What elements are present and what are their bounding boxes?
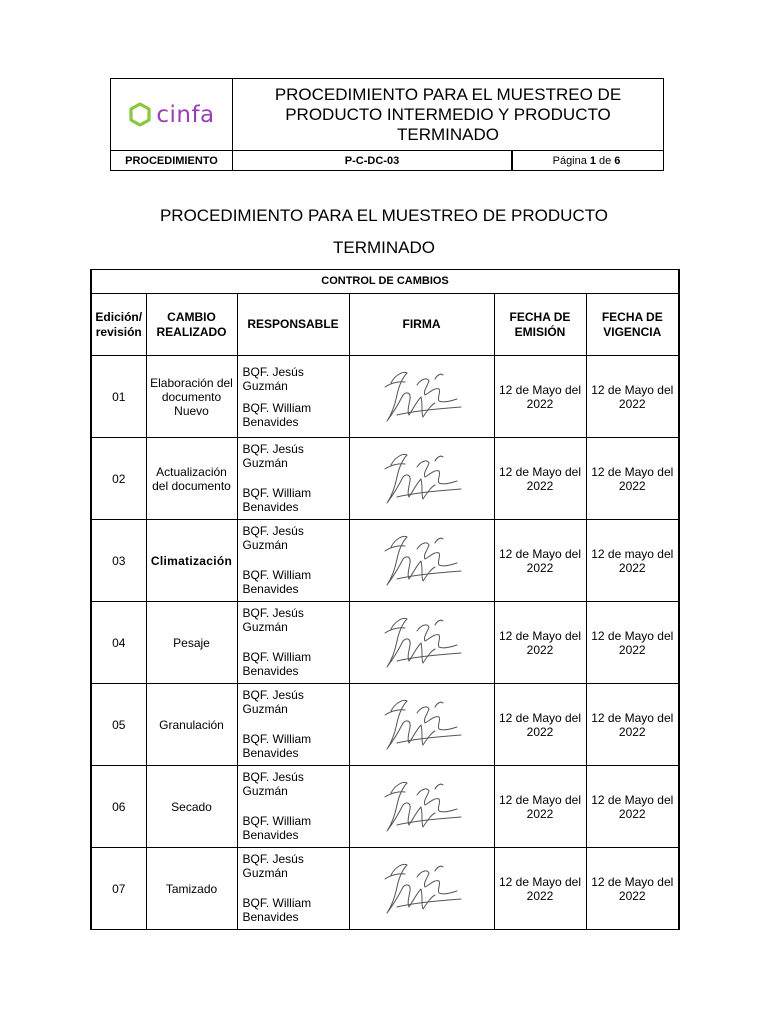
valid-date-cell: 12 de Mayo del 2022: [586, 848, 679, 930]
responsible-2: BQF. William Benavides: [242, 650, 312, 678]
signature-image: [377, 857, 467, 921]
edition-cell: 02: [91, 438, 146, 520]
responsible-cell: [237, 602, 349, 684]
signature-cell: [349, 766, 494, 848]
issue-date-cell: 12 de Mayo del 2022: [494, 602, 586, 684]
responsible-cell: [237, 684, 349, 766]
signature-image: [377, 529, 467, 593]
responsible-2: BQF. William Benavides: [242, 568, 312, 596]
responsible-1: BQF. Jesús Guzmán: [242, 606, 304, 634]
responsible-1: BQF. Jesús Guzmán: [242, 364, 304, 393]
signature-cell: [349, 356, 494, 438]
edition-cell: 04: [91, 602, 146, 684]
page-title-line2: TERMINADO: [333, 238, 435, 257]
table-caption: CONTROL DE CAMBIOS: [91, 270, 679, 294]
change-cell: Tamizado: [146, 848, 237, 930]
responsible-1: BQF. Jesús Guzmán: [242, 524, 304, 552]
responsible-2: BQF. William Benavides: [242, 400, 312, 429]
signature-cell: [349, 684, 494, 766]
page-of: de: [599, 154, 612, 167]
responsible-2: BQF. William Benavides: [242, 486, 312, 514]
responsible-1: BQF. Jesús Guzmán: [242, 852, 304, 880]
table-row: [91, 356, 679, 438]
change-cell: Secado: [146, 766, 237, 848]
signature-cell: [349, 848, 494, 930]
issue-date-cell: 12 de Mayo del 2022: [494, 438, 586, 520]
edition-cell: 03: [91, 520, 146, 602]
page-indicator: [513, 151, 663, 170]
company-logo: [111, 79, 233, 150]
issue-date-cell: 12 de Mayo del 2022: [494, 520, 586, 602]
change-cell: Actualización del documento: [146, 438, 237, 520]
responsible-cell: [237, 356, 349, 438]
table-row: [91, 766, 679, 848]
responsible-cell: [237, 848, 349, 930]
page-title-line1: PROCEDIMIENTO PARA EL MUESTREO DE PRODUCTO: [159, 206, 609, 225]
signature-image: [377, 365, 467, 429]
responsible-2: BQF. William Benavides: [242, 896, 312, 924]
edition-cell: 06: [91, 766, 146, 848]
signature-image: [377, 775, 467, 839]
change-cell: Climatización: [146, 520, 237, 602]
responsible-2: BQF. William Benavides: [242, 732, 312, 760]
col-header-firma: FIRMA: [349, 294, 494, 356]
col-header-emision: FECHA DE EMISIÓN: [494, 294, 586, 356]
responsible-cell: [237, 438, 349, 520]
page-label: Página: [552, 154, 587, 167]
valid-date-cell: 12 de mayo del 2022: [586, 520, 679, 602]
signature-cell: [349, 438, 494, 520]
logo-wordmark: cinfa: [156, 101, 215, 128]
doc-code: P-C-DC-03: [233, 151, 513, 170]
document-header-meta: [111, 150, 663, 170]
signature-image: [377, 447, 467, 511]
cinfa-hexagon-icon: [128, 102, 152, 128]
col-header-cambio: CAMBIO REALIZADO: [146, 294, 237, 356]
table-row: [91, 684, 679, 766]
page-total: 6: [614, 154, 621, 167]
table-row: [91, 520, 679, 602]
table-row: [91, 602, 679, 684]
change-control-table: [90, 269, 680, 930]
change-cell: Elaboración del documento Nuevo: [146, 356, 237, 438]
col-header-edicion: Edición/ revisión: [91, 294, 146, 356]
page-current: 1: [589, 154, 596, 167]
responsible-1: BQF. Jesús Guzmán: [242, 688, 304, 716]
responsible-cell: [237, 766, 349, 848]
issue-date-cell: 12 de Mayo del 2022: [494, 356, 586, 438]
responsible-1: BQF. Jesús Guzmán: [242, 442, 304, 470]
edition-cell: 01: [91, 356, 146, 438]
change-cell: Pesaje: [146, 602, 237, 684]
issue-date-cell: 12 de Mayo del 2022: [494, 684, 586, 766]
col-header-responsable: RESPONSABLE: [237, 294, 349, 356]
table-row: [91, 438, 679, 520]
valid-date-cell: 12 de Mayo del 2022: [586, 766, 679, 848]
responsible-2: BQF. William Benavides: [242, 814, 312, 842]
col-header-vigencia: FECHA DE VIGENCIA: [586, 294, 679, 356]
signature-cell: [349, 520, 494, 602]
document-header: [110, 78, 664, 171]
page-title: [90, 200, 678, 264]
table-row: [91, 848, 679, 930]
responsible-1: BQF. Jesús Guzmán: [242, 770, 304, 798]
valid-date-cell: 12 de Mayo del 2022: [586, 438, 679, 520]
issue-date-cell: 12 de Mayo del 2022: [494, 848, 586, 930]
edition-cell: 05: [91, 684, 146, 766]
edition-cell: 07: [91, 848, 146, 930]
change-cell: Granulación: [146, 684, 237, 766]
signature-cell: [349, 602, 494, 684]
valid-date-cell: 12 de Mayo del 2022: [586, 684, 679, 766]
valid-date-cell: 12 de Mayo del 2022: [586, 356, 679, 438]
valid-date-cell: 12 de Mayo del 2022: [586, 602, 679, 684]
responsible-cell: [237, 520, 349, 602]
doc-type-label: PROCEDIMIENTO: [111, 151, 233, 170]
signature-image: [377, 611, 467, 675]
signature-image: [377, 693, 467, 757]
issue-date-cell: 12 de Mayo del 2022: [494, 766, 586, 848]
document-header-title: PROCEDIMIENTO PARA EL MUESTREO DE PRODUCTO INTERMEDIO Y PRODUCTO TERMINADO: [274, 84, 622, 144]
